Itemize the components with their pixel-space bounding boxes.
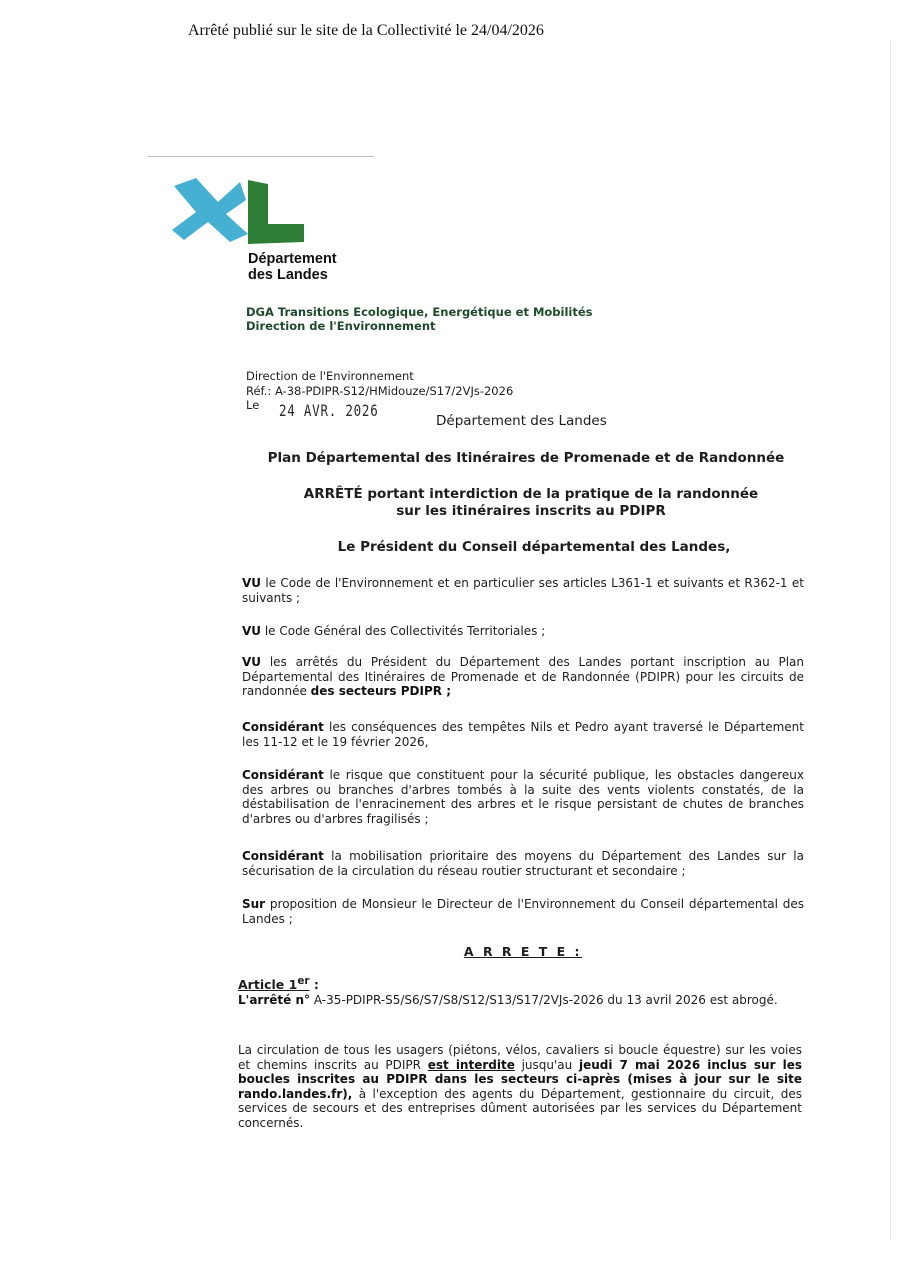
logo-x-mark bbox=[172, 178, 248, 242]
consideration-paragraph bbox=[242, 768, 804, 826]
heading-plan: Plan Départemental des Itinéraires de Promenade et de Randonnée bbox=[267, 450, 785, 466]
publication-notice: Arrêté publié sur le site de la Collectivité le 24/04/2026 bbox=[188, 22, 544, 39]
direction-name: Direction de l'Environnement bbox=[246, 319, 436, 333]
consideration-lead: Considérant bbox=[242, 849, 324, 863]
article1-title bbox=[238, 975, 319, 992]
logo-l-mark bbox=[248, 180, 304, 244]
article1-p2-text: à l'exception des agents du Département, gestionnaire du circuit, des services de secours et des entreprises dûment autorisées par les services du Département concernés. bbox=[238, 1086, 802, 1130]
dga-name: DGA Transitions Ecologique, Energétique et Mobilités bbox=[246, 305, 593, 319]
article1-p2-text: jusqu'au bbox=[514, 1057, 579, 1072]
department-label: Département des Landes bbox=[436, 413, 607, 429]
consideration-lead: VU bbox=[242, 655, 262, 669]
ref-number: Réf.: A-38-PDIPR-S12/HMidouze/S17/2VJs-2026 bbox=[246, 384, 514, 398]
logo-wordmark bbox=[248, 251, 337, 283]
consideration-paragraph bbox=[242, 624, 804, 639]
consideration-text: les conséquences des tempêtes Nils et Pedro ayant traversé le Département les 11-12 et le 19 février 2026, bbox=[242, 720, 804, 749]
consideration-lead: Sur bbox=[242, 897, 266, 911]
reference-block bbox=[246, 369, 513, 399]
article1-title-text bbox=[238, 977, 310, 992]
service-header bbox=[246, 305, 592, 333]
logo-name-line2: des Landes bbox=[248, 267, 328, 283]
page-edge-line bbox=[890, 40, 891, 1240]
consideration-paragraph bbox=[242, 897, 804, 926]
heading-president: Le Président du Conseil départemental des Landes, bbox=[337, 539, 731, 555]
heading-arrete-line2: sur les itinéraires inscrits au PDIPR bbox=[396, 503, 666, 519]
consideration-bold-tail: des secteurs PDIPR ; bbox=[310, 684, 451, 698]
consideration-paragraph bbox=[242, 576, 804, 605]
article1-paragraph-2 bbox=[238, 1043, 802, 1130]
article1-p2-text: La circulation de tous les usagers (piétons, vélos, cavaliers si boucle équestre) sur les voies et chemins inscrits au PDIPR bbox=[238, 1043, 802, 1072]
article1-title-sup: er bbox=[297, 975, 310, 987]
heading-arrete-line1: ARRÊTÉ portant interdiction de la pratique de la randonnée bbox=[303, 486, 759, 502]
divider-line bbox=[148, 156, 374, 157]
consideration-text: proposition de Monsieur le Directeur de l'Environnement du Conseil départemental des Landes ; bbox=[242, 897, 804, 926]
ref-direction: Direction de l'Environnement bbox=[246, 369, 414, 383]
consideration-text: le risque que constituent pour la sécurité publique, les obstacles dangereux des arbres ou branches d'arbres tombés à la suite des vents violents constatés, de la déstabilisation de l'enracinement des arbres et le risque persistant de chutes de branches d'arbres ou d'arbres fragilisés ; bbox=[242, 768, 804, 826]
consideration-text: le Code de l'Environnement et en particulier ses articles L361-1 et suivants et R362-1 et suivants ; bbox=[242, 576, 804, 605]
consideration-lead: Considérant bbox=[242, 720, 324, 734]
consideration-text: le Code Général des Collectivités Territoriales ; bbox=[261, 624, 546, 638]
consideration-text: les arrêtés du Président du Département des Landes portant inscription au Plan Départemental des Itinéraires de Promenade et de Randonnée (PDIPR) pour les circuits de randonnée bbox=[242, 655, 804, 698]
article1-p2-bold: jeudi 7 mai 2026 inclus sur les boucles inscrites au PDIPR dans les secteurs ci-après (mises à jour sur le site rando.landes.fr), bbox=[238, 1057, 802, 1101]
consideration-lead: VU bbox=[242, 624, 262, 638]
article1-title-suffix: : bbox=[309, 977, 319, 993]
consideration-paragraph bbox=[242, 849, 804, 878]
article1-p1-bold: L'arrêté n° bbox=[238, 993, 310, 1007]
consideration-paragraph bbox=[242, 655, 804, 699]
arrete-title: A R R E T E : bbox=[463, 944, 583, 959]
article1-paragraph-1 bbox=[238, 993, 802, 1008]
consideration-lead: VU bbox=[242, 576, 262, 590]
consideration-text: la mobilisation prioritaire des moyens du Département des Landes sur la sécurisation de la circulation du réseau routier structurant et secondaire ; bbox=[242, 849, 804, 878]
heading-arrete bbox=[248, 486, 814, 520]
article1-p1-text: A-35-PDIPR-S5/S6/S7/S8/S12/S13/S17/2VJs-2026 du 13 avril 2026 est abrogé. bbox=[310, 993, 778, 1007]
logo-name-line1: Département bbox=[248, 251, 337, 267]
consideration-lead: Considérant bbox=[242, 768, 324, 782]
consideration-paragraph bbox=[242, 720, 804, 749]
departement-landes-logo bbox=[168, 178, 308, 248]
article1-p2-emphasis: est interdite bbox=[427, 1057, 515, 1072]
date-prefix: Le bbox=[246, 398, 260, 412]
date-stamp: 24 AVR. 2026 bbox=[279, 401, 379, 420]
article1-title-main: Article 1 bbox=[238, 977, 298, 993]
